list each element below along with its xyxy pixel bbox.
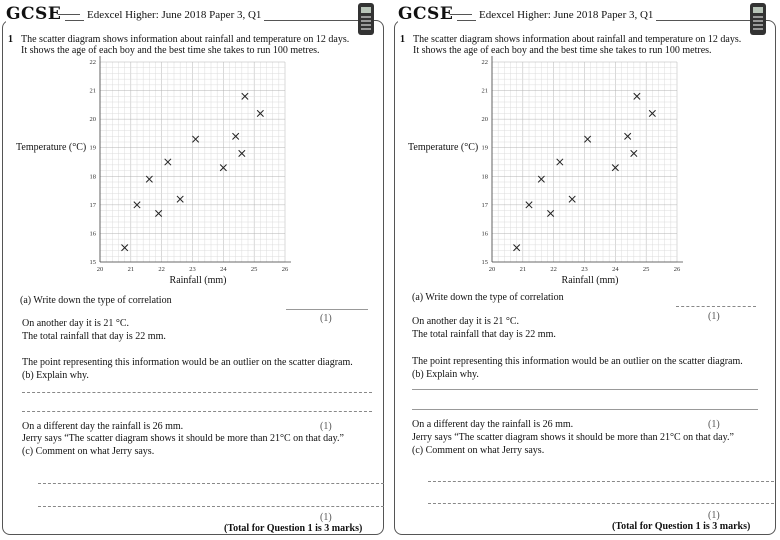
y-tick-label: 20 bbox=[89, 116, 96, 124]
chart-grid bbox=[492, 62, 677, 262]
answer-line-c-1[interactable] bbox=[38, 483, 384, 484]
question-total: (Total for Question 1 is 3 marks) bbox=[224, 523, 363, 534]
x-tick-label: 22 bbox=[158, 266, 165, 273]
paper-subtitle: Edexcel Higher: June 2018 Paper 3, Q1 bbox=[476, 9, 656, 21]
scatter-point bbox=[584, 136, 590, 142]
outlier-statement: The point representing this information would be an outlier on the scatter diagram. bbox=[22, 357, 353, 368]
x-tick-label: 24 bbox=[612, 266, 619, 273]
mark-b: (1) bbox=[708, 419, 720, 430]
context-rainfall: The total rainfall that day is 22 mm. bbox=[412, 329, 556, 340]
y-tick-label: 22 bbox=[481, 59, 488, 66]
calculator-icon bbox=[358, 3, 374, 35]
y-tick-label: 21 bbox=[481, 87, 488, 95]
title-rule bbox=[450, 14, 472, 15]
y-tick-label: 18 bbox=[89, 173, 96, 181]
y-tick-label: 19 bbox=[89, 144, 96, 152]
part-a-prompt: (a) Write down the type of correlation bbox=[412, 292, 564, 303]
outlier-statement: The point representing this information would be an outlier on the scatter diagram. bbox=[412, 356, 743, 367]
y-tick-label: 15 bbox=[89, 259, 96, 266]
worksheet-left bbox=[2, 0, 386, 536]
answer-line-c-2[interactable] bbox=[428, 503, 774, 504]
context-rainfall-26: On a different day the rainfall is 26 mm. bbox=[22, 421, 184, 432]
part-b-prompt: (b) Explain why. bbox=[22, 370, 89, 381]
part-b-prompt: (b) Explain why. bbox=[412, 369, 479, 380]
context-temperature: On another day it is 21 °C. bbox=[22, 318, 130, 329]
answer-line-c-2[interactable] bbox=[38, 506, 384, 507]
y-tick-label: 18 bbox=[481, 173, 488, 181]
part-a-prompt: (a) Write down the type of correlation bbox=[20, 295, 172, 306]
y-tick-label: 19 bbox=[481, 144, 488, 152]
y-tick-label: 17 bbox=[481, 201, 488, 209]
y-tick-label: 17 bbox=[89, 201, 96, 209]
answer-line-a[interactable] bbox=[286, 309, 368, 310]
x-tick-label: 24 bbox=[220, 266, 227, 273]
x-tick-label: 23 bbox=[581, 266, 588, 273]
mark-c: (1) bbox=[320, 512, 332, 523]
y-tick-label: 15 bbox=[481, 259, 488, 266]
paper-subtitle: Edexcel Higher: June 2018 Paper 3, Q1 bbox=[84, 9, 264, 21]
x-tick-label: 25 bbox=[250, 266, 258, 273]
context-rainfall-26: On a different day the rainfall is 26 mm. bbox=[412, 419, 574, 430]
y-tick-label: 16 bbox=[89, 230, 96, 238]
x-axis-label: Rainfall (mm) bbox=[561, 275, 619, 286]
x-tick-label: 22 bbox=[550, 266, 557, 273]
worksheet-right bbox=[394, 0, 778, 536]
question-line-1: The scatter diagram shows information about rainfall and temperature on 12 days. bbox=[413, 34, 742, 45]
answer-line-b-1[interactable] bbox=[22, 392, 372, 393]
scatter-point bbox=[155, 210, 161, 216]
x-tick-label: 25 bbox=[642, 266, 650, 273]
answer-line-b-2[interactable] bbox=[22, 411, 372, 412]
jerry-quote: Jerry says “The scatter diagram shows it should be more than 21°C on that day.” bbox=[22, 433, 344, 444]
answer-line-b-2[interactable] bbox=[412, 409, 758, 410]
question-number: 1 bbox=[400, 34, 405, 45]
mark-a: (1) bbox=[708, 311, 720, 322]
scatter-chart bbox=[2, 50, 386, 285]
y-axis-label: Temperature (°C) bbox=[408, 142, 479, 153]
brand-title: GCSE bbox=[398, 4, 457, 24]
x-tick-label: 20 bbox=[488, 266, 496, 273]
x-tick-label: 26 bbox=[281, 266, 289, 273]
part-c-prompt: (c) Comment on what Jerry says. bbox=[412, 445, 545, 456]
y-tick-label: 16 bbox=[481, 230, 488, 238]
mark-b: (1) bbox=[320, 421, 332, 432]
x-tick-label: 20 bbox=[96, 266, 104, 273]
calculator-icon bbox=[750, 3, 766, 35]
scatter-chart bbox=[394, 50, 778, 285]
y-tick-label: 22 bbox=[89, 59, 96, 66]
context-temperature: On another day it is 21 °C. bbox=[412, 316, 520, 327]
scatter-point bbox=[192, 136, 198, 142]
title-rule bbox=[58, 14, 80, 15]
x-tick-label: 26 bbox=[673, 266, 681, 273]
chart-grid bbox=[100, 62, 285, 262]
y-tick-label: 20 bbox=[481, 116, 488, 124]
question-line-1: The scatter diagram shows information about rainfall and temperature on 12 days. bbox=[21, 34, 350, 45]
y-axis-label: Temperature (°C) bbox=[16, 142, 87, 153]
x-tick-label: 21 bbox=[519, 266, 527, 273]
answer-line-a[interactable] bbox=[676, 306, 756, 307]
question-number: 1 bbox=[8, 34, 13, 45]
question-line-2: It shows the age of each boy and the best time she takes to run 100 metres. bbox=[21, 45, 320, 56]
question-line-2: It shows the age of each boy and the best time she takes to run 100 metres. bbox=[413, 45, 712, 56]
brand-title: GCSE bbox=[6, 4, 65, 24]
part-c-prompt: (c) Comment on what Jerry says. bbox=[22, 446, 155, 457]
context-rainfall: The total rainfall that day is 22 mm. bbox=[22, 331, 166, 342]
y-tick-label: 21 bbox=[89, 87, 96, 95]
answer-line-c-1[interactable] bbox=[428, 481, 774, 482]
scatter-point bbox=[547, 210, 553, 216]
mark-c: (1) bbox=[708, 510, 720, 521]
answer-line-b-1[interactable] bbox=[412, 389, 758, 390]
jerry-quote: Jerry says “The scatter diagram shows it should be more than 21°C on that day.” bbox=[412, 432, 734, 443]
mark-a: (1) bbox=[320, 313, 332, 324]
question-total: (Total for Question 1 is 3 marks) bbox=[612, 521, 751, 532]
x-tick-label: 23 bbox=[189, 266, 196, 273]
x-axis-label: Rainfall (mm) bbox=[169, 275, 227, 286]
x-tick-label: 21 bbox=[127, 266, 135, 273]
